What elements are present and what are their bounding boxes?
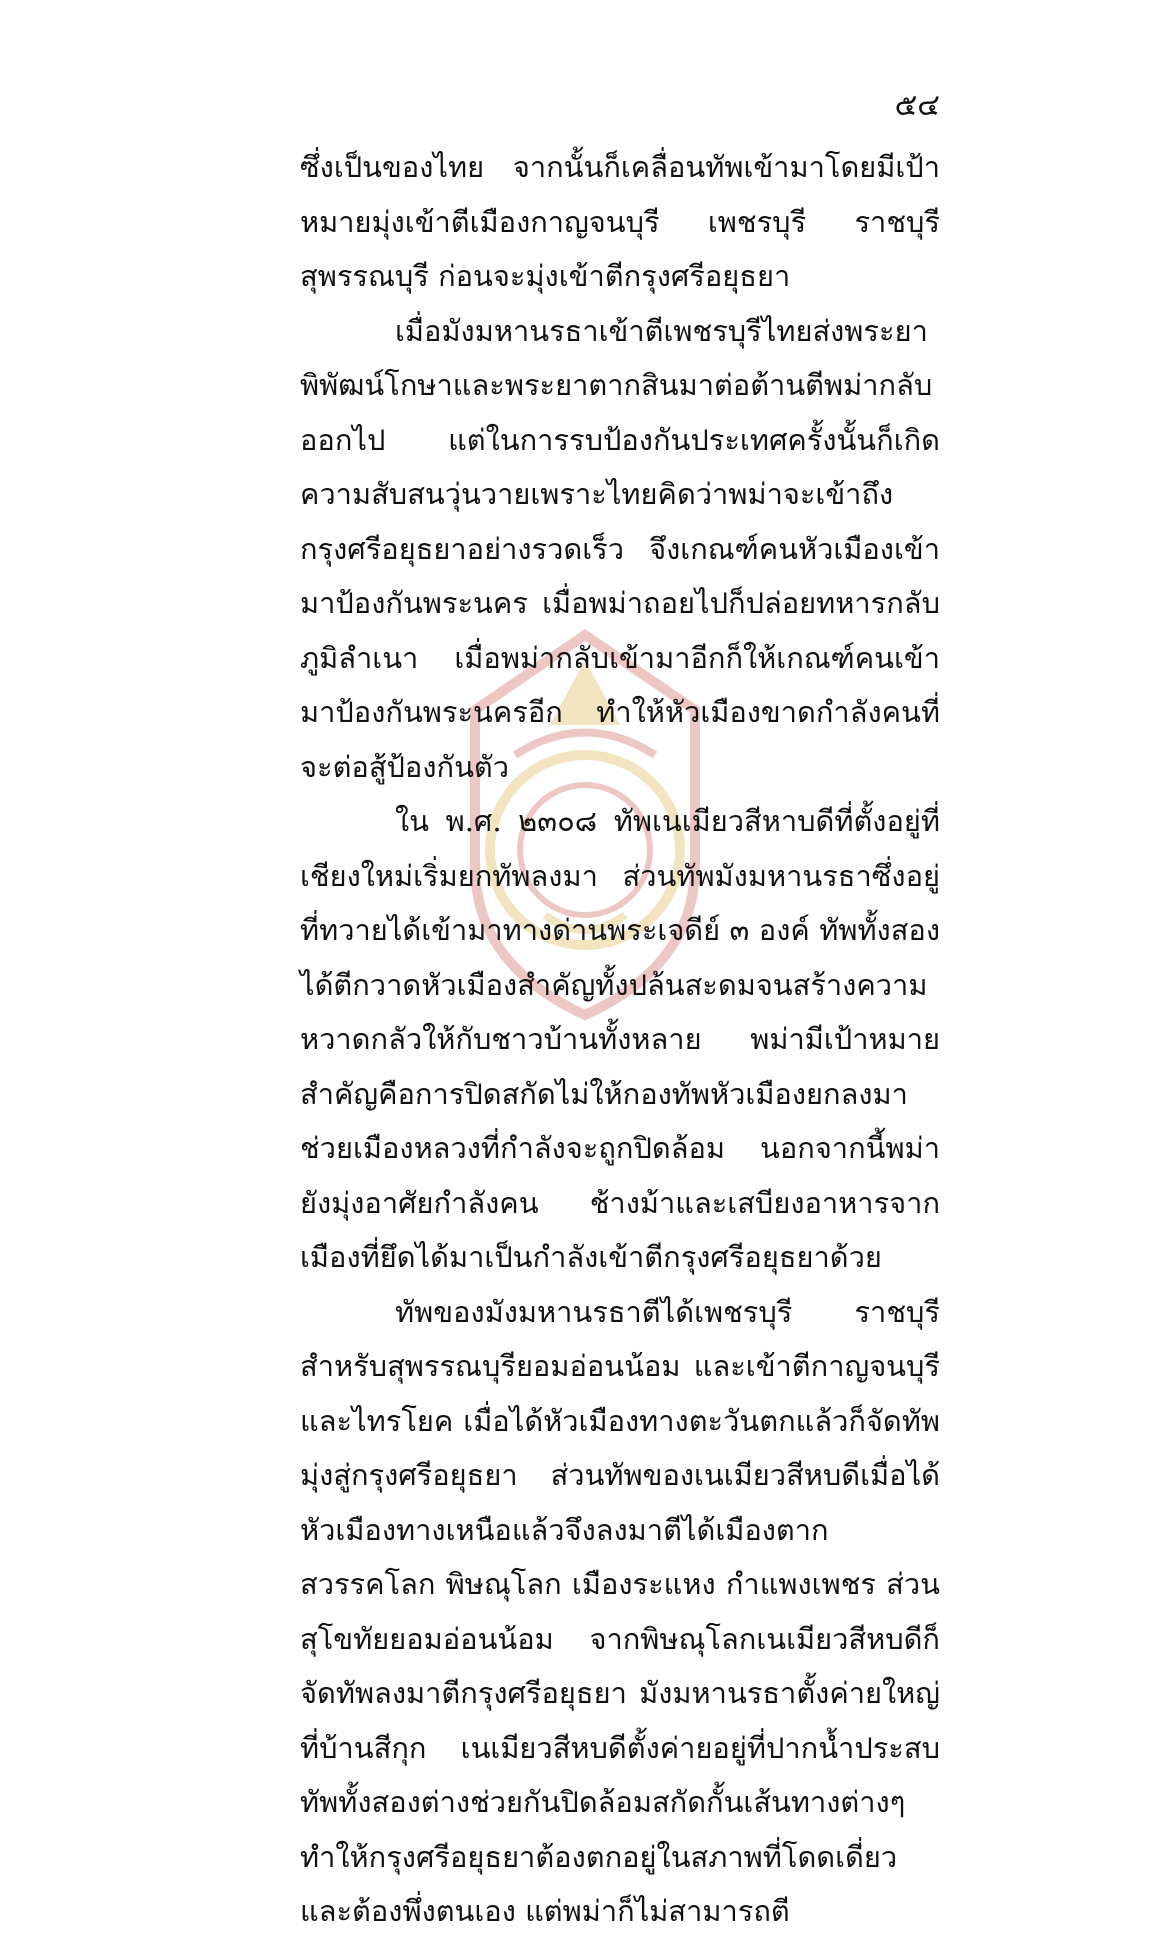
paragraph-4: ทัพของมังมหานรธาตีได้เพชรบุรี ราชบุรี สำหรับสุพรรณบุรียอมอ่อนน้อม และเข้าตีกาญจนบุรีและไทรโยค เมื่อได้หัวเมืองทางตะวันตกแล้วก็จัดทัพมุ่งสู่กรุงศรีอยุธยา ส่วนทัพของเนเมียวสีหบดีเมื่อได้หัวเมืองทางเหนือแล้วจึงลงมาตีได้เมืองตาก สวรรคโลก พิษณุโลก เมืองระแหง กำแพงเพชร ส่วนสุโขทัยยอมอ่อนน้อม จากพิษณุโลกเนเมียวสีหบดีก็จัดทัพลงมาตีกรุงศรีอยุธยา มังมหานรธาตั้งค่ายใหญ่ที่บ้านสีกุก เนเมียวสีหบดีตั้งค่ายอยู่ที่ปากน้ำประสบ ทัพทั้งสองต่างช่วยกันปิดล้อมสกัดกั้นเส้นทางต่างๆ ทำให้กรุงศรีอยุธยาต้องตกอยู่ในสภาพที่โดดเดี่ยวและต้องพึ่งตนเอง แต่พม่าก็ไม่สามารถตี — [300, 1294, 940, 1928]
page-number: ๕๔ — [894, 88, 940, 123]
paragraph-1: ซึ่งเป็นของไทย จากนั้นก็เคลื่อนทัพเข้ามาโดยมีเป้าหมายมุ่งเข้าตีเมืองกาญจนบุรี เพชรบุรี ราชบุรี สุพรรณบุรี ก่อนจะมุ่งเข้าตีกรุงศรีอยุธยา — [300, 150, 940, 293]
body-text — [300, 140, 940, 1939]
paragraph-2: เมื่อมังมหานรธาเข้าตีเพชรบุรีไทยส่งพระยาพิพัฒน์โกษาและพระยาตากสินมาต่อต้านตีพม่ากลับออกไป แต่ในการรบป้องกันประเทศครั้งนั้นก็เกิดความสับสนวุ่นวายเพราะไทยคิดว่าพม่าจะเข้าถึงกรุงศรีอยุธยาอย่างรวดเร็ว จึงเกณฑ์คนหัวเมืองเข้ามาป้องกันพระนคร เมื่อพม่าถอยไปก็ปล่อยทหารกลับภูมิลำเนา เมื่อพม่ากลับเข้ามาอีกก็ให้เกณฑ์คนเข้ามาป้องกันพระนครอีก ทำให้หัวเมืองขาดกำลังคนที่จะต่อสู้ป้องกันตัว — [300, 313, 940, 784]
paragraph-3: ใน พ.ศ. ๒๓๐๘ ทัพเนเมียวสีหาบดีที่ตั้งอยู่ที่เชียงใหม่เริ่มยกทัพลงมา ส่วนทัพมังมหานรธาซึ่งอยู่ที่ทวายได้เข้ามาทางด่านพระเจดีย์ ๓ องค์ ทัพทั้งสองได้ตีกวาดหัวเมืองสำคัญทั้งปล้นสะดมจนสร้างความหวาดกลัวให้กับชาวบ้านทั้งหลาย พม่ามีเป้าหมายสำคัญคือการปิดสกัดไม่ให้กองทัพหัวเมืองยกลงมาช่วยเมืองหลวงที่กำลังจะถูกปิดล้อม นอกจากนี้พม่ายังมุ่งอาศัยกำลังคน ช้างม้าและเสบียงอาหารจากเมืองที่ยึดได้มาเป็นกำลังเข้าตีกรุงศรีอยุธยาด้วย — [300, 804, 940, 1274]
